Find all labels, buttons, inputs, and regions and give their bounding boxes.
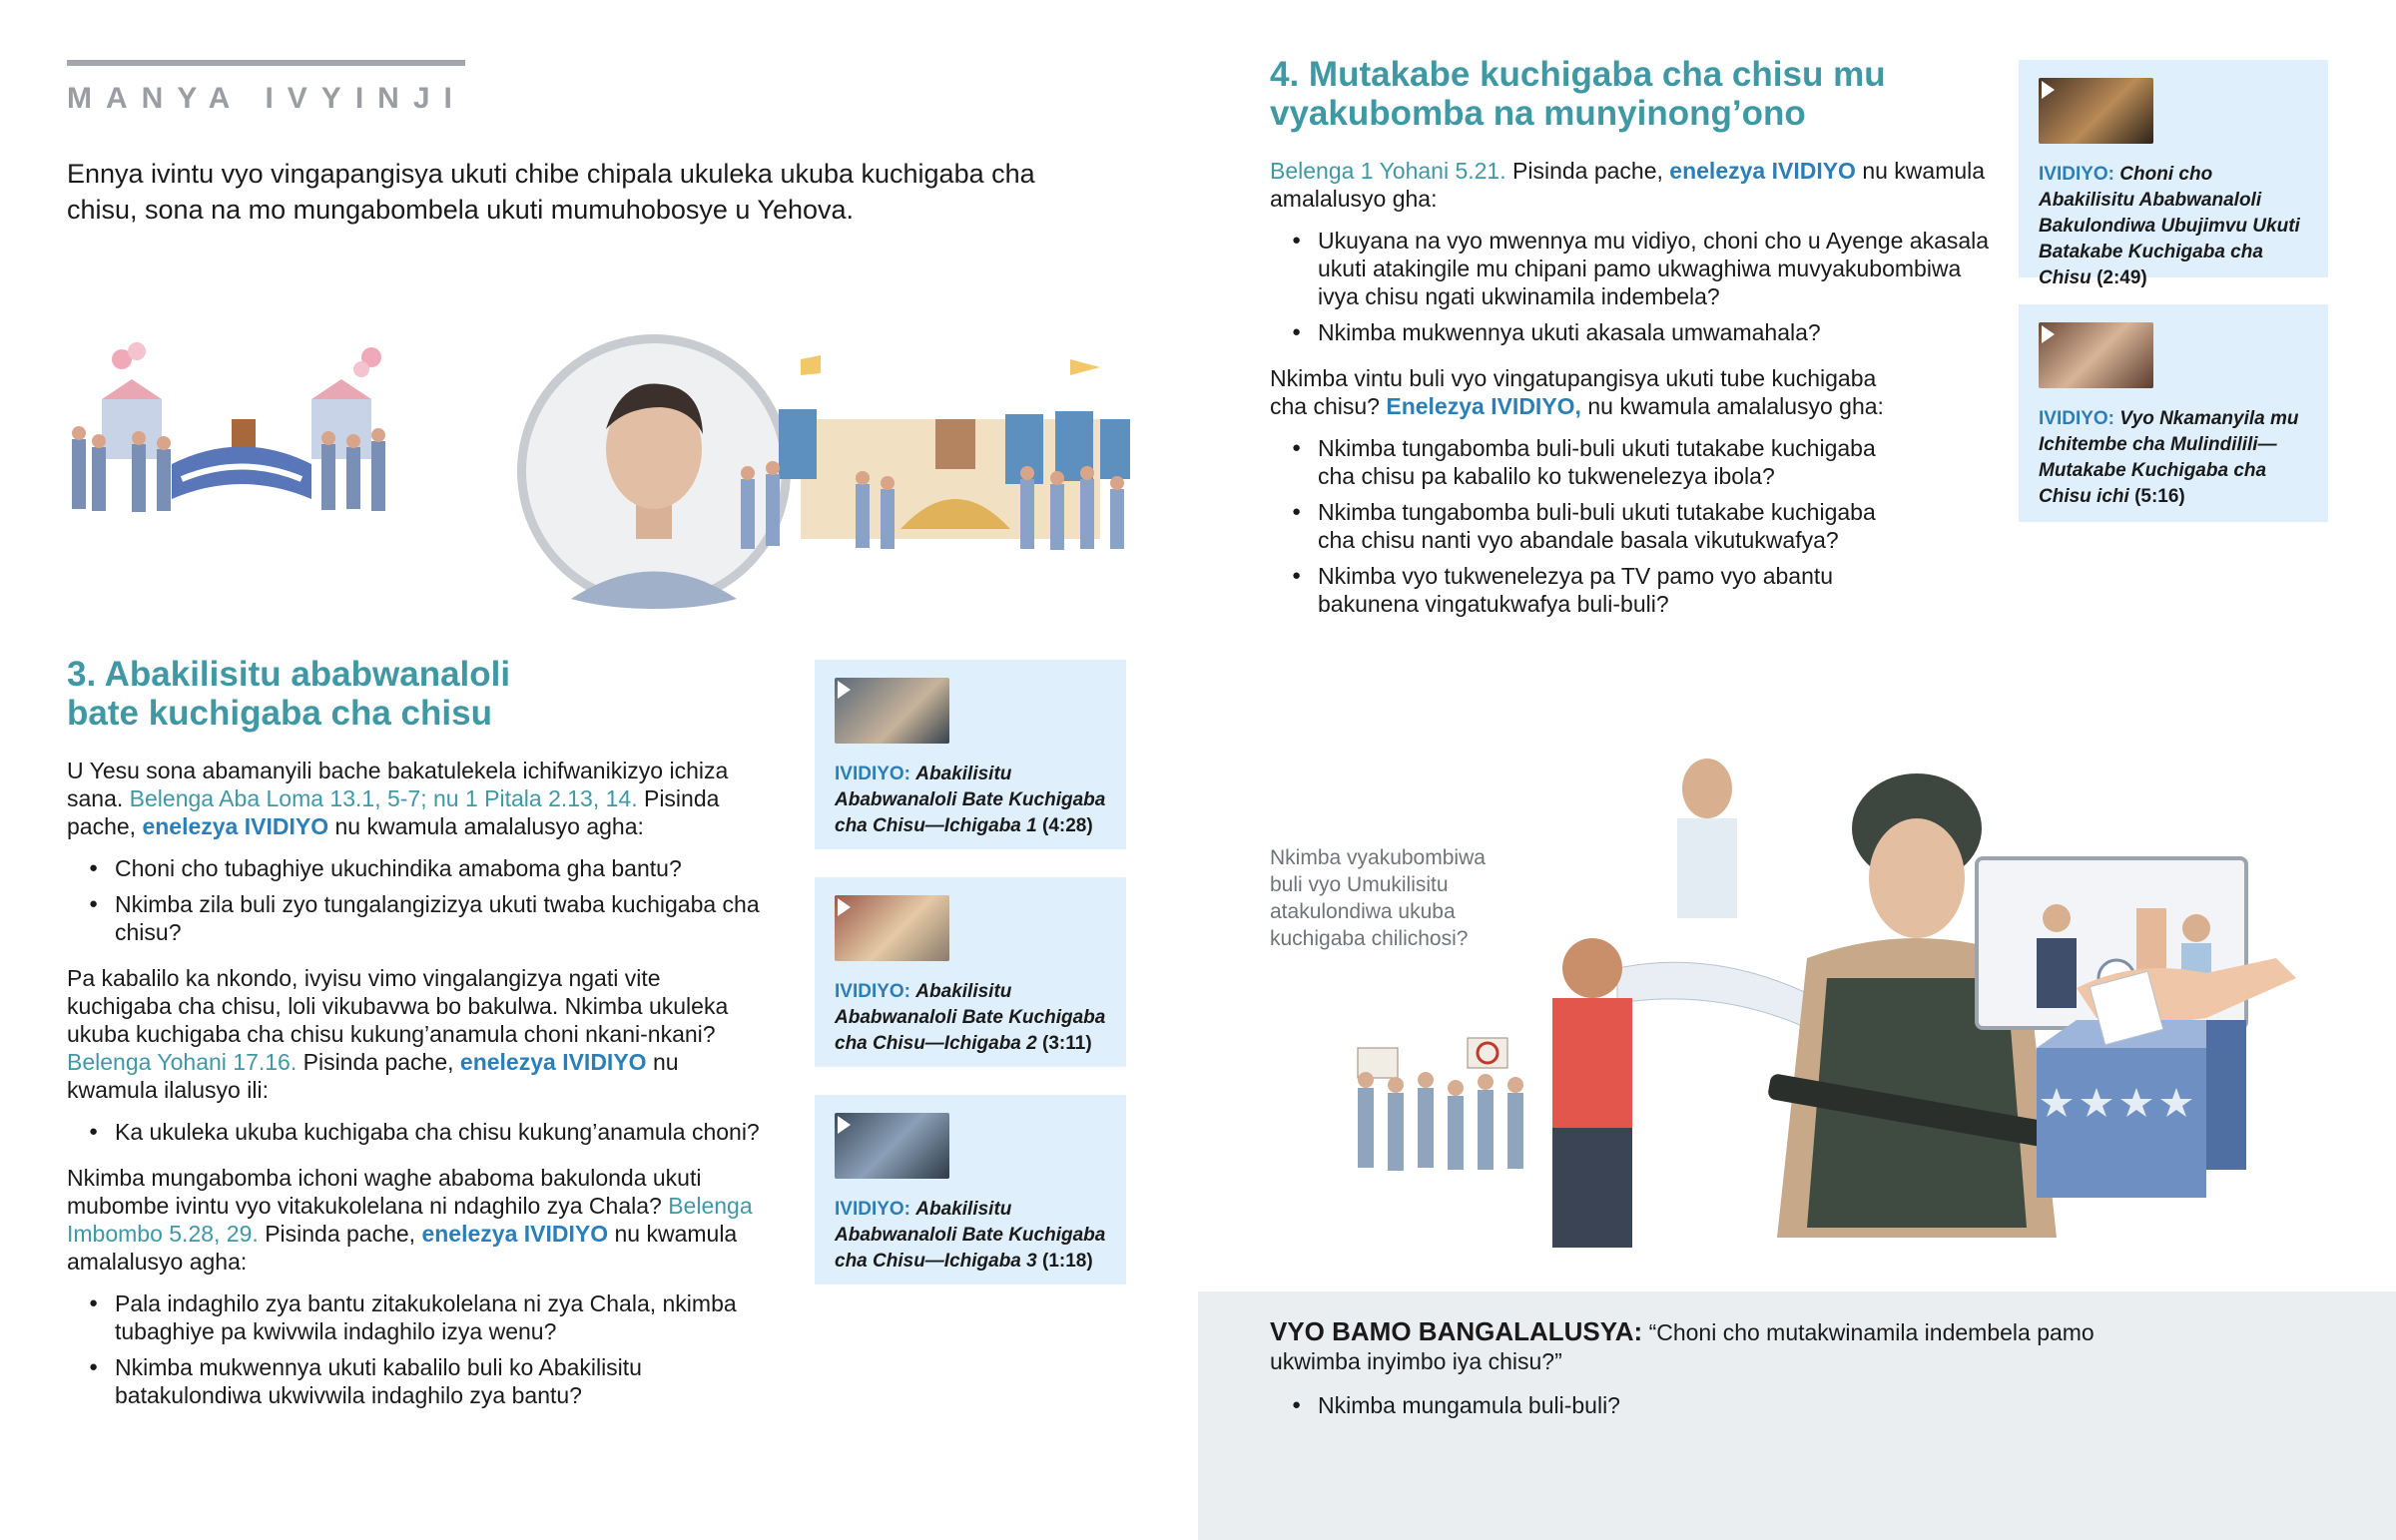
question-item: ● Nkimba tungabomba buli-buli ukuti tutakabe kuchigaba cha chisu pa kabalilo ko tukwenelezya ibola? bbox=[1270, 434, 1909, 490]
video-caption bbox=[2039, 162, 2310, 291]
section-4-heading-line-2: vyakubomba na munyinong’ono bbox=[1270, 94, 1806, 133]
video-duration: (4:28) bbox=[1042, 815, 1093, 836]
paragraph-text: U Yesu sona abamanyili bache bakatulekela ichifwanikizyo ichiza sana. bbox=[67, 758, 729, 811]
section-4-body bbox=[1270, 157, 1999, 626]
paragraph-text: nu kwamula amalalusyo gha: bbox=[1587, 393, 1884, 419]
paragraph-text: nu kwamula amalalusyo agha: bbox=[334, 813, 644, 839]
question-item: ● Nkimba mukwennya ukuti kabalilo buli ko Abakilisitu batakulondiwa ukwivwila indaghilo zya bantu? bbox=[67, 1353, 766, 1409]
question-item: ● Nkimba zila buli zyo tungalangizizya ukuti twaba kuchigaba cha chisu? bbox=[67, 890, 766, 946]
video-title: Abakilisitu Ababwanaloli Bate Kuchigaba cha Chisu—Ichigaba 2 bbox=[835, 981, 1106, 1054]
section-4-heading bbox=[1270, 55, 1989, 133]
question-list bbox=[67, 1289, 766, 1409]
scripture-reference[interactable]: Belenga 1 Yohani 5.21. bbox=[1270, 158, 1506, 184]
video-duration: (2:49) bbox=[2096, 267, 2147, 288]
video-title: Abakilisitu Ababwanaloli Bate Kuchigaba cha Chisu—Ichigaba 3 bbox=[835, 1199, 1106, 1272]
video-duration: (5:16) bbox=[2134, 486, 2185, 507]
section-3-heading-line-2: bate kuchigaba cha chisu bbox=[67, 694, 492, 733]
singing-boy-illustration bbox=[1677, 759, 1737, 918]
video-box-4[interactable] bbox=[2019, 60, 2328, 288]
video-box-2[interactable] bbox=[815, 877, 1126, 1067]
video-box-5[interactable] bbox=[2019, 304, 2328, 522]
section-label: MANYA IVYINJI bbox=[67, 82, 466, 115]
question-item: ● Nkimba vyo tukwenelezya pa TV pamo vyo abantu bakunena vingatukwafya buli-buli? bbox=[1270, 562, 1909, 618]
scripture-reference[interactable]: Belenga Imbombo 5.28, 29. bbox=[67, 1193, 753, 1247]
paragraph-text: Nkimba vintu buli vyo vingatupangisya ukuti tube kuchigaba cha chisu? bbox=[1270, 365, 1877, 419]
video-duration: (3:11) bbox=[1042, 1033, 1092, 1054]
paragraph-text: Pa kabalilo ka nkondo, ivyisu vimo vingalangizya ngati vite kuchigaba cha chisu, loli vikubavwa bo bakulwa. Nkimba ukuleka ukuba kuchigaba cha chisu kukung’anamula choni nkani-nkani? bbox=[67, 965, 729, 1047]
play-icon[interactable] bbox=[2042, 325, 2055, 343]
video-label: IVIDIYO: bbox=[835, 764, 911, 784]
video-thumbnail[interactable] bbox=[835, 895, 949, 961]
section-3-paragraph-2 bbox=[67, 964, 766, 1104]
section-3-body bbox=[67, 757, 766, 1417]
video-thumbnail[interactable] bbox=[2039, 322, 2153, 388]
right-rally-illustration bbox=[741, 355, 1130, 550]
section-4-paragraph-2 bbox=[1270, 364, 1889, 420]
question-box-quote: “Choni cho mutakwinamila indembela pamo ukwimba inyimbo iya chisu?” bbox=[1270, 1319, 2095, 1374]
watch-video-link[interactable]: enelezya IVIDIYO bbox=[142, 813, 329, 839]
section-4-paragraph-1 bbox=[1270, 157, 1999, 213]
question-box bbox=[1198, 1291, 2396, 1540]
question-list bbox=[67, 1118, 766, 1146]
paragraph-text: nu kwamula ilalusyo ili: bbox=[67, 1049, 679, 1103]
paragraph-text: Pisinda pache, bbox=[67, 785, 720, 839]
watch-video-link[interactable]: enelezya IVIDIYO bbox=[421, 1221, 609, 1247]
question-item: ● Ka ukuleka ukuba kuchigaba cha chisu kukung’anamula choni? bbox=[67, 1118, 766, 1146]
watch-video-link[interactable]: Enelezya IVIDIYO, bbox=[1386, 393, 1581, 419]
video-thumbnail[interactable] bbox=[2039, 78, 2153, 144]
left-rally-illustration bbox=[72, 342, 385, 512]
paragraph-text: Pisinda pache, bbox=[265, 1221, 416, 1247]
intro-text: Ennya ivintu vyo vingapangisya ukuti chibe chipala ukuleka ukuba kuchigaba cha chisu, sona na mo mungabombela ukuti mumuhobosye u Yehova. bbox=[67, 159, 1035, 225]
paragraph-text: nu kwamula amalalusyo gha: bbox=[1270, 158, 1986, 212]
video-caption bbox=[835, 1197, 1108, 1275]
section-rule bbox=[67, 60, 465, 66]
play-icon[interactable] bbox=[838, 1116, 851, 1134]
video-label: IVIDIYO: bbox=[2039, 164, 2115, 185]
section-3-heading bbox=[67, 655, 786, 733]
question-list bbox=[67, 854, 766, 946]
watch-video-link[interactable]: enelezya IVIDIYO bbox=[1669, 158, 1856, 184]
illustration-political-activities bbox=[1338, 759, 2336, 1292]
question-list bbox=[1270, 227, 1999, 346]
question-list bbox=[1270, 434, 1909, 618]
illustration-caption: Nkimba vyakubombiwa buli vyo Umukilisitu atakulondiwa ukuba kuchigaba chilichosi? bbox=[1270, 846, 1486, 950]
watch-video-link[interactable]: enelezya IVIDIYO bbox=[459, 1049, 647, 1075]
scripture-reference[interactable]: Belenga Aba Loma 13.1, 5-7; nu 1 Pitala 2.13, 14. bbox=[129, 785, 638, 811]
play-icon[interactable] bbox=[838, 898, 851, 916]
video-label: IVIDIYO: bbox=[2039, 408, 2115, 429]
question-item: ● Nkimba mukwennya ukuti akasala umwamahala? bbox=[1270, 318, 1999, 346]
video-box-1[interactable] bbox=[815, 660, 1126, 849]
scripture-reference[interactable]: Belenga Yohani 17.16. bbox=[67, 1049, 298, 1075]
question-box-text bbox=[1270, 1317, 2188, 1376]
question-item: ● Nkimba tungabomba buli-buli ukuti tutakabe kuchigaba cha chisu nanti vyo abandale basala vikutukwafya? bbox=[1270, 498, 1909, 554]
question-item: ● Choni cho tubaghiye ukuchindika amaboma gha bantu? bbox=[67, 854, 766, 882]
illustration-political-rallies bbox=[62, 329, 1160, 614]
video-duration: (1:18) bbox=[1042, 1251, 1093, 1272]
video-thumbnail[interactable] bbox=[835, 678, 949, 744]
section-3-paragraph-1 bbox=[67, 757, 766, 840]
video-box-3[interactable] bbox=[815, 1095, 1126, 1284]
paragraph-text: Pisinda pache, bbox=[1512, 158, 1663, 184]
video-title: Choni cho Abakilisitu Ababwanaloli Bakulondiwa Ubujimvu Ukuti Batakabe Kuchigaba cha Chisu bbox=[2039, 164, 2300, 288]
video-label: IVIDIYO: bbox=[835, 1199, 911, 1220]
section-4-heading-line-1: 4. Mutakabe kuchigaba cha chisu mu bbox=[1270, 55, 1886, 94]
video-title: Abakilisitu Ababwanaloli Bate Kuchigaba cha Chisu—Ichigaba 1 bbox=[835, 764, 1106, 836]
video-thumbnail[interactable] bbox=[835, 1113, 949, 1179]
protest-group-illustration bbox=[1358, 1038, 1523, 1171]
play-icon[interactable] bbox=[2042, 81, 2055, 99]
question-list bbox=[1270, 1391, 2168, 1427]
video-caption bbox=[835, 979, 1108, 1057]
video-label: IVIDIYO: bbox=[835, 981, 911, 1002]
paragraph-text: Pisinda pache, bbox=[302, 1049, 454, 1075]
play-icon[interactable] bbox=[838, 681, 851, 699]
section-3-heading-line-1: 3. Abakilisitu ababwanaloli bbox=[67, 655, 511, 694]
video-caption bbox=[2039, 406, 2310, 510]
section-3-paragraph-3 bbox=[67, 1164, 766, 1276]
question-item: ● Ukuyana na vyo mwennya mu vidiyo, choni cho u Ayenge akasala ukuti atakingile mu chipani pamo ukwaghiwa muvyakubombiwa ivya chisu ngati ukwinamila indembela? bbox=[1270, 227, 1999, 310]
video-caption bbox=[835, 762, 1108, 839]
question-box-label: VYO BAMO BANGALALUSYA: bbox=[1270, 1316, 1643, 1346]
paragraph-text: nu kwamula amalalusyo agha: bbox=[67, 1221, 738, 1275]
question-item: ● Nkimba mungamula buli-buli? bbox=[1270, 1391, 2168, 1419]
question-item: ● Pala indaghilo zya bantu zitakukolelana ni zya Chala, nkimba tubaghiye pa kwivwila indaghilo izya wenu? bbox=[67, 1289, 766, 1345]
paragraph-text: Nkimba mungabomba ichoni waghe ababoma bakulonda ukuti mubombe ivintu vyo vitakukolelana ni ndaghilo zya Chala? bbox=[67, 1165, 702, 1219]
video-title: Vyo Nkamanyila mu Ichitembe cha Mulindilili—Mutakabe Kuchigaba cha Chisu ichi bbox=[2039, 408, 2299, 507]
